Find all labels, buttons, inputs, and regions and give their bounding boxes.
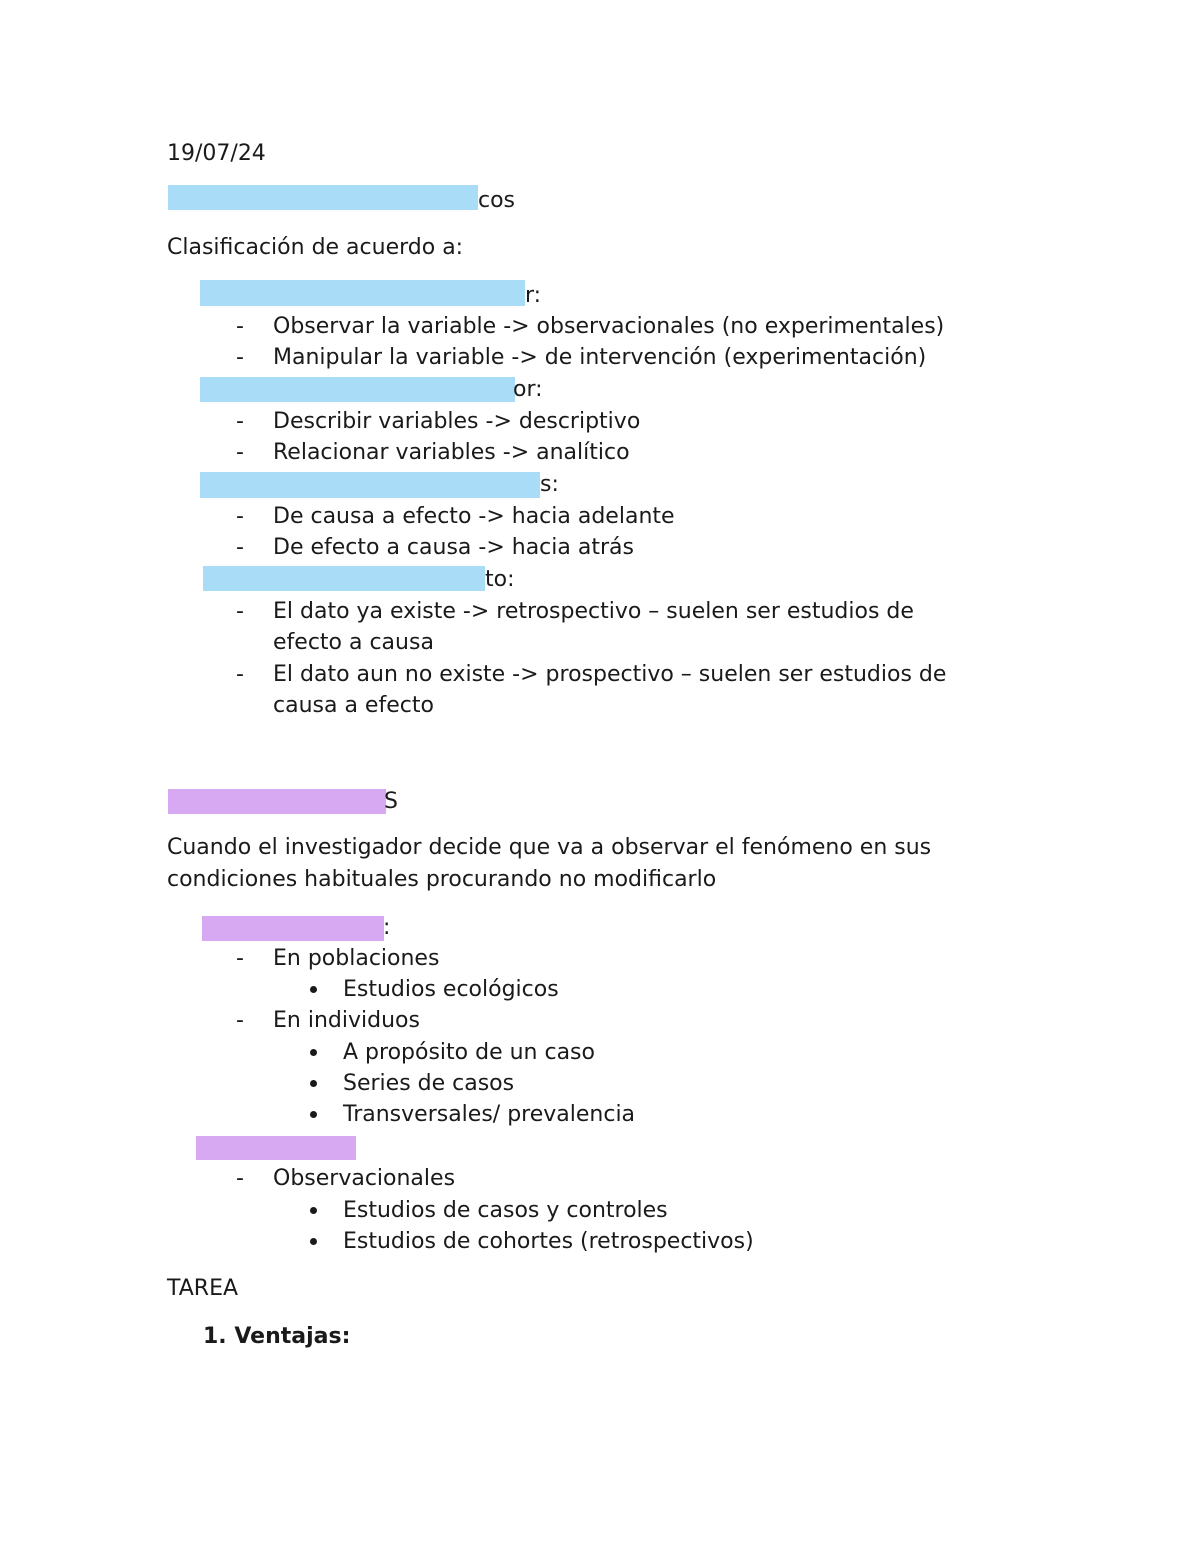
list-item: En poblaciones	[273, 946, 440, 971]
bullet-icon	[310, 1207, 317, 1214]
bullet-item: Series de casos	[343, 1071, 515, 1096]
bullet-icon	[310, 986, 317, 993]
bullet-item: Transversales/ prevalencia	[343, 1102, 636, 1127]
bullet-item: Estudios ecológicos	[343, 977, 559, 1002]
list-item-continuation: causa a efecto	[273, 693, 434, 718]
list-item: Observacionales	[273, 1166, 456, 1191]
list-item: De causa a efecto -> hacia adelante	[273, 504, 675, 529]
list-item: Manipular la variable -> de intervención (experimentación)	[273, 345, 927, 370]
dash-marker: -	[236, 504, 244, 529]
list-item: De efecto a causa -> hacia atrás	[273, 535, 634, 560]
bullet-icon	[310, 1238, 317, 1245]
bullet-icon	[310, 1111, 317, 1118]
date: 19/07/24	[167, 141, 266, 166]
criterion-heading-tail: or:	[513, 377, 543, 402]
bullet-icon	[310, 1049, 317, 1056]
dash-marker: -	[236, 1166, 244, 1191]
redaction-highlight	[200, 377, 515, 402]
bullet-item: A propósito de un caso	[343, 1040, 595, 1065]
dash-marker: -	[236, 535, 244, 560]
redaction-highlight	[200, 472, 540, 498]
dash-marker: -	[236, 946, 244, 971]
redaction-highlight	[196, 1136, 356, 1160]
redaction-highlight	[168, 789, 386, 814]
dash-marker: -	[236, 662, 244, 687]
bullet-item: Estudios de casos y controles	[343, 1198, 668, 1223]
list-item-continuation: efecto a causa	[273, 630, 434, 655]
tarea-item: 1. Ventajas:	[203, 1324, 351, 1349]
redaction-highlight	[200, 280, 525, 306]
criterion-heading-tail: to:	[485, 567, 515, 592]
bullet-icon	[310, 1080, 317, 1087]
paragraph-line: Cuando el investigador decide que va a observar el fenómeno en sus	[167, 835, 932, 860]
criterion-heading-tail: s:	[540, 472, 559, 497]
clasificacion-intro: Clasificación de acuerdo a:	[167, 235, 464, 260]
list-item: Describir variables -> descriptivo	[273, 409, 641, 434]
dash-marker: -	[236, 599, 244, 624]
dash-marker: -	[236, 314, 244, 339]
paragraph-line: condiciones habituales procurando no modificarlo	[167, 867, 717, 892]
list-item: Relacionar variables -> analítico	[273, 440, 630, 465]
section-heading-tail: S	[384, 789, 398, 814]
redaction-highlight	[202, 916, 384, 941]
group-heading-tail: :	[383, 915, 391, 940]
dash-marker: -	[236, 409, 244, 434]
dash-marker: -	[236, 440, 244, 465]
dash-marker: -	[236, 345, 244, 370]
title-tail: cos	[478, 188, 516, 213]
list-item: Observar la variable -> observacionales (no experimentales)	[273, 314, 945, 339]
list-item: El dato aun no existe -> prospectivo – suelen ser estudios de	[273, 662, 947, 687]
bullet-item: Estudios de cohortes (retrospectivos)	[343, 1229, 754, 1254]
dash-marker: -	[236, 1008, 244, 1033]
list-item: El dato ya existe -> retrospectivo – suelen ser estudios de	[273, 599, 914, 624]
redaction-highlight	[168, 185, 478, 210]
redaction-highlight	[203, 566, 485, 591]
tarea-heading: TAREA	[167, 1276, 239, 1301]
list-item: En individuos	[273, 1008, 420, 1033]
criterion-heading-tail: r:	[525, 283, 542, 308]
